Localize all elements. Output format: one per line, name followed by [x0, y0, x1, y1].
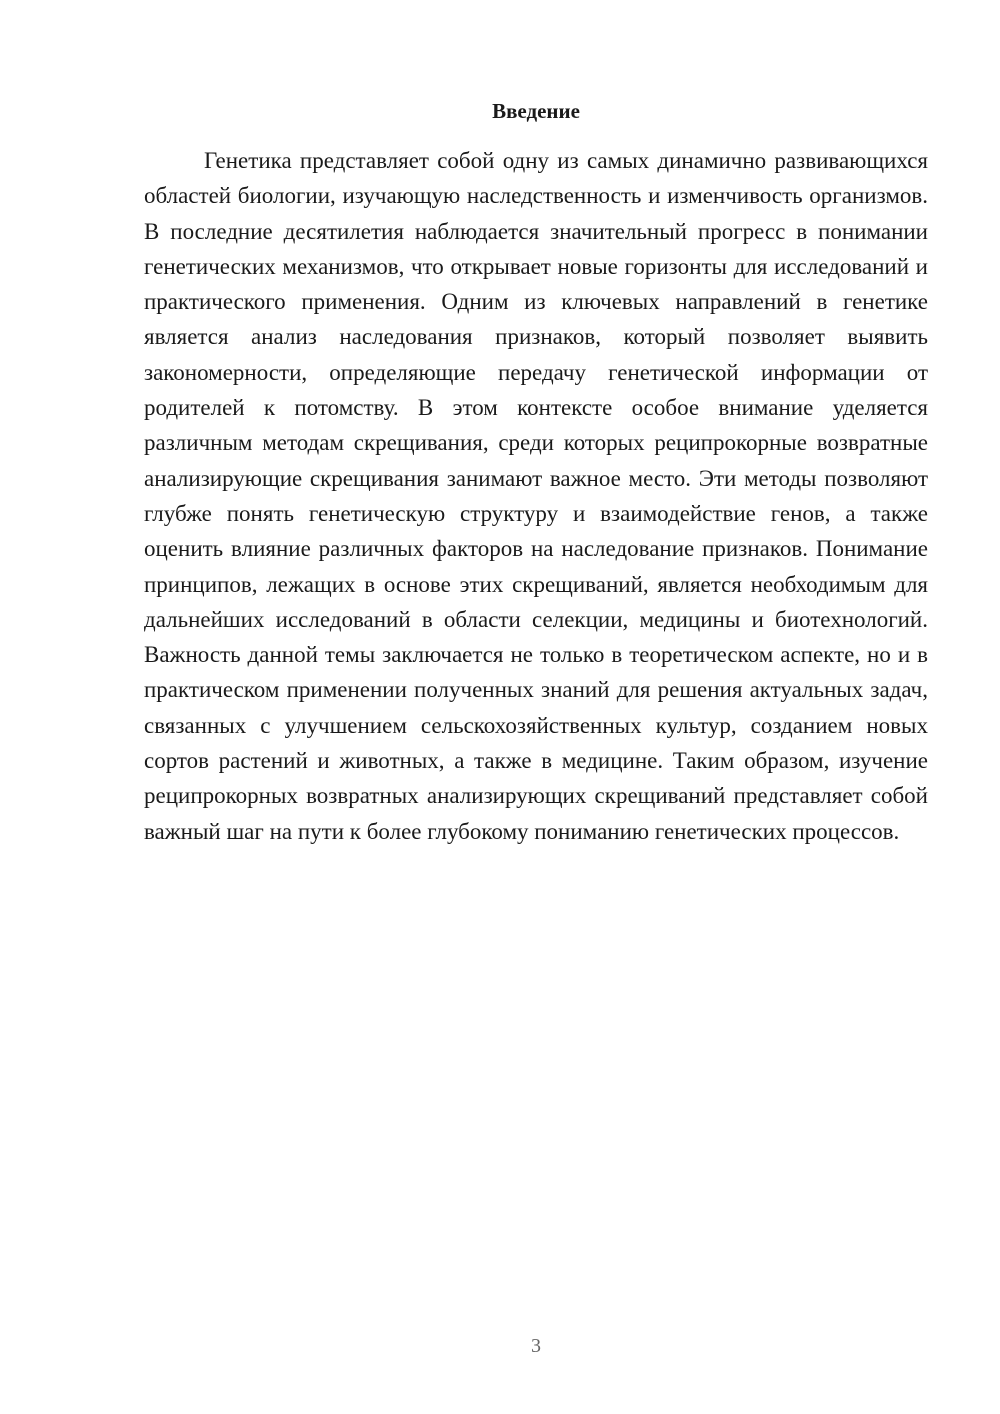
page-number: 3 — [531, 1335, 541, 1357]
body-paragraph: Генетика представляет собой одну из самых динамично развивающихся областей биологии, изучающую наследственность и изменчивость организмов. В последние десятилетия наблюдается значительный прогресс в понимании генетических механизмов, что открывает новые горизонты для исследований и практического применения. Одним из ключевых направлений в генетике является анализ наследования признаков, который позволяет выявить закономерности, определяющие передачу генетической информации от родителей к потомству. В этом контексте особое внимание уделяется различным методам скрещивания, среди которых реципрокорные возвратные анализирующие скрещивания занимают важное место. Эти методы позволяют глубже понять генетическую структуру и взаимодействие генов, а также оценить влияние различных факторов на наследование признаков. Понимание принципов, лежащих в основе этих скрещиваний, является необходимым для дальнейших исследований в области селекции, медицины и биотехнологий. Важность данной темы заключается не только в теоретическом аспекте, но и в практическом применении полученных знаний для решения актуальных задач, связанных с улучшением сельскохозяйственных культур, созданием новых сортов растений и животных, а также в медицине. Таким образом, изучение реципрокорных возвратных анализирующих скрещиваний представляет собой важный шаг на пути к более глубокому пониманию генетических процессов. — [144, 148, 928, 844]
section-heading: Введение — [492, 99, 580, 123]
